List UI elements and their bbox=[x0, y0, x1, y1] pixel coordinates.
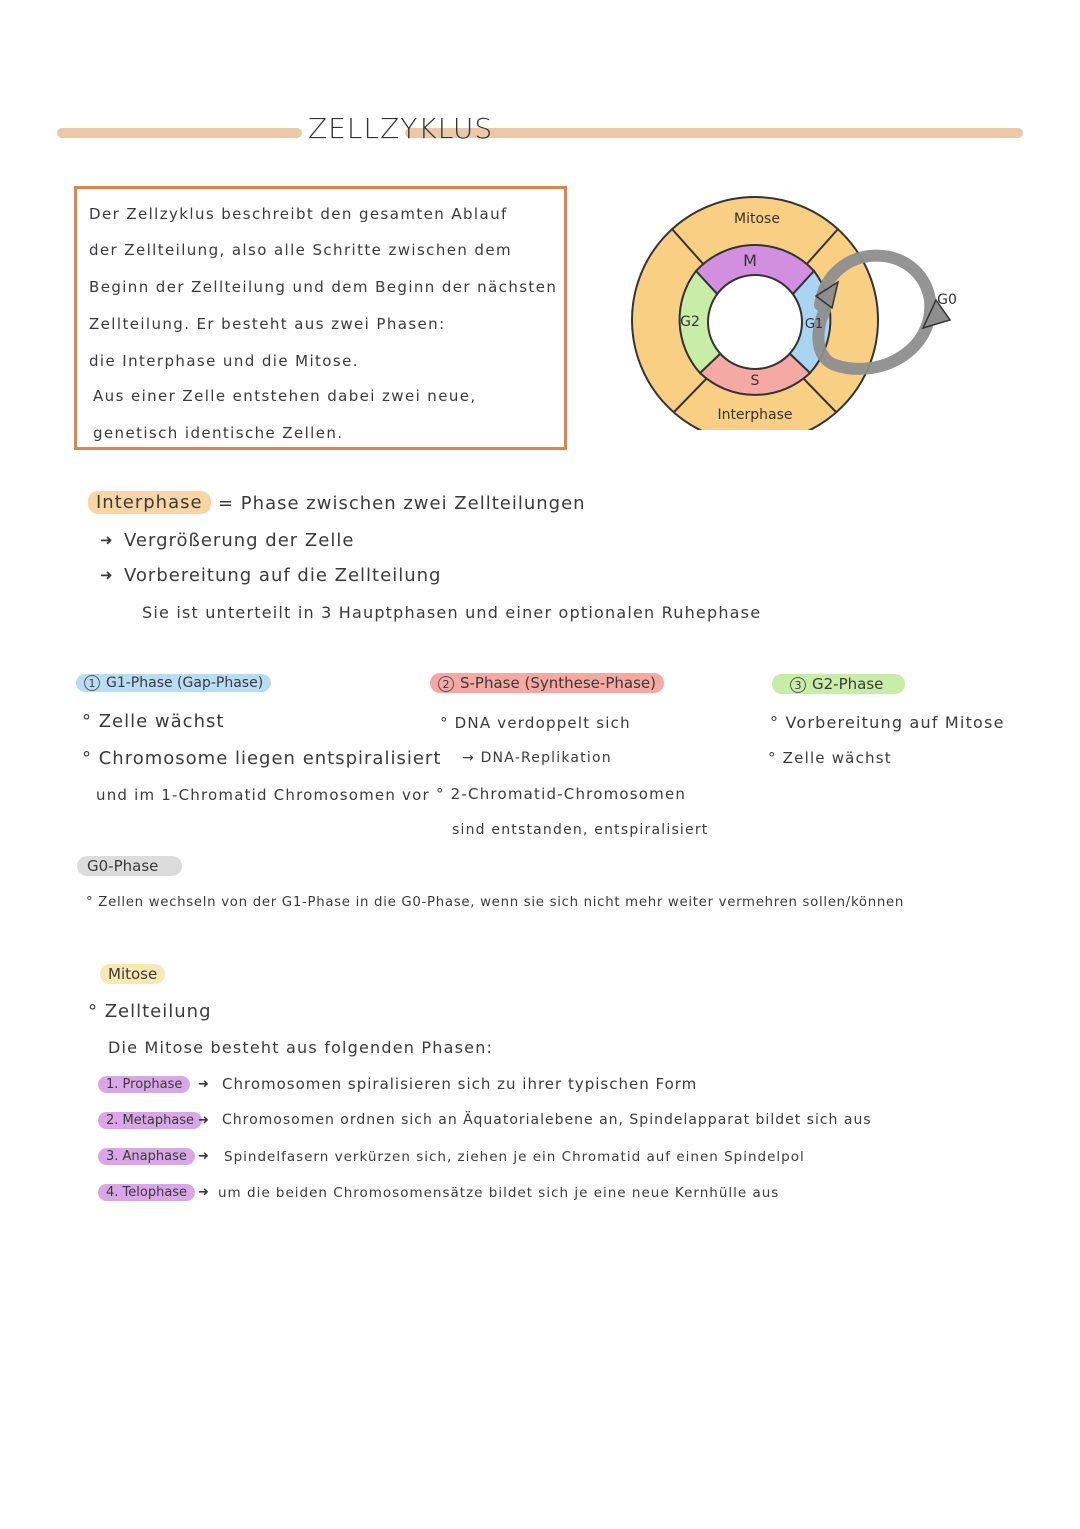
phase-tag-telophase: 4. Telophase bbox=[98, 1184, 195, 1201]
label-g1: G1 bbox=[804, 317, 824, 332]
intro-line: Beginn der Zellteilung und dem Beginn der nächsten bbox=[89, 278, 558, 296]
label-g2: G2 bbox=[680, 314, 700, 330]
phase-desc-metaphase: Chromosomen ordnen sich an Äquatorialebene an, Spindelapparat bildet sich aus bbox=[222, 1112, 872, 1128]
phase-desc-telophase: um die beiden Chromosomensätze bildet sich je eine neue Kernhülle aus bbox=[218, 1185, 780, 1201]
header-line-right bbox=[405, 128, 1023, 138]
label-interphase: Interphase bbox=[717, 407, 793, 423]
g2-item: ° Vorbereitung auf Mitose bbox=[770, 713, 1005, 732]
s-tag bbox=[430, 673, 664, 693]
phase-tag-prophase: 1. Prophase bbox=[98, 1076, 190, 1093]
g1-item: ° Zelle wächst bbox=[82, 711, 225, 732]
g1-item: und im 1-Chromatid Chromosomen vor bbox=[96, 786, 430, 804]
s-item: sind entstanden, entspiralisiert bbox=[452, 822, 709, 838]
intro-line: die Interphase und die Mitose. bbox=[89, 352, 359, 370]
page-title: ZELLZYKLUS bbox=[308, 112, 494, 145]
mitose-intro: Die Mitose besteht aus folgenden Phasen: bbox=[108, 1038, 494, 1057]
s-item: → DNA-Replikation bbox=[462, 750, 612, 766]
header-line-left bbox=[57, 128, 302, 138]
mitose-bullet: ° Zellteilung bbox=[88, 1001, 212, 1022]
g2-tag bbox=[772, 674, 905, 694]
arrow-icon: ➜ bbox=[198, 1077, 209, 1092]
g2-item: ° Zelle wächst bbox=[768, 749, 892, 767]
arrow-icon: ➜ bbox=[198, 1113, 209, 1128]
intro-line: Aus einer Zelle entstehen dabei zwei neue, bbox=[93, 387, 477, 405]
phase-desc-prophase: Chromosomen spiralisieren sich zu ihrer typischen Form bbox=[222, 1075, 698, 1093]
number-badge: 3 bbox=[790, 677, 806, 693]
number-badge: 1 bbox=[84, 675, 100, 691]
label-s: S bbox=[750, 373, 760, 389]
intro-line: genetisch identische Zellen. bbox=[93, 424, 344, 442]
arrow-icon: ➜ bbox=[100, 531, 114, 549]
arrow-icon: ➜ bbox=[100, 566, 114, 584]
s-item: ° DNA verdoppelt sich bbox=[440, 714, 631, 732]
g1-item: ° Chromosome liegen entspiralisiert bbox=[82, 748, 442, 769]
interphase-definition: = Phase zwischen zwei Zellteilungen bbox=[218, 493, 586, 514]
label-g0: G0 bbox=[937, 292, 957, 308]
interphase-tag: Interphase bbox=[88, 491, 211, 514]
phase-tag-metaphase: 2. Metaphase bbox=[98, 1112, 202, 1129]
phase-tag-anaphase: 3. Anaphase bbox=[98, 1148, 195, 1165]
intro-box bbox=[74, 186, 567, 450]
intro-line: der Zellteilung, also alle Schritte zwischen dem bbox=[89, 241, 512, 259]
label-m: M bbox=[743, 251, 757, 270]
g0-tag: G0-Phase bbox=[77, 856, 182, 876]
g0-text: ° Zellen wechseln von der G1-Phase in die G0-Phase, wenn sie sich nicht mehr weiter vermehren sollen/können bbox=[86, 895, 904, 910]
mitose-tag: Mitose bbox=[100, 964, 165, 984]
s-tag-label: S-Phase (Synthese-Phase) bbox=[460, 674, 656, 692]
g2-tag-label: G2-Phase bbox=[812, 675, 884, 693]
arrow-icon: ➜ bbox=[198, 1185, 209, 1200]
intro-line: Der Zellzyklus beschreibt den gesamten Ablauf bbox=[89, 205, 508, 223]
interphase-bullet: Vergrößerung der Zelle bbox=[124, 530, 355, 551]
cell-cycle-diagram bbox=[620, 180, 980, 430]
g1-tag-label: G1-Phase (Gap-Phase) bbox=[106, 675, 264, 691]
s-item: ° 2-Chromatid-Chromosomen bbox=[436, 785, 687, 803]
intro-line: Zellteilung. Er besteht aus zwei Phasen: bbox=[89, 315, 446, 333]
number-badge: 2 bbox=[438, 676, 454, 692]
interphase-bullet: Vorbereitung auf die Zellteilung bbox=[124, 565, 442, 586]
interphase-note: Sie ist unterteilt in 3 Hauptphasen und einer optionalen Ruhephase bbox=[142, 603, 762, 622]
arrow-icon: ➜ bbox=[198, 1149, 209, 1164]
phase-desc-anaphase: Spindelfasern verkürzen sich, ziehen je ein Chromatid auf einen Spindelpol bbox=[224, 1149, 805, 1165]
label-mitose: Mitose bbox=[734, 211, 780, 227]
g1-tag bbox=[76, 674, 271, 692]
